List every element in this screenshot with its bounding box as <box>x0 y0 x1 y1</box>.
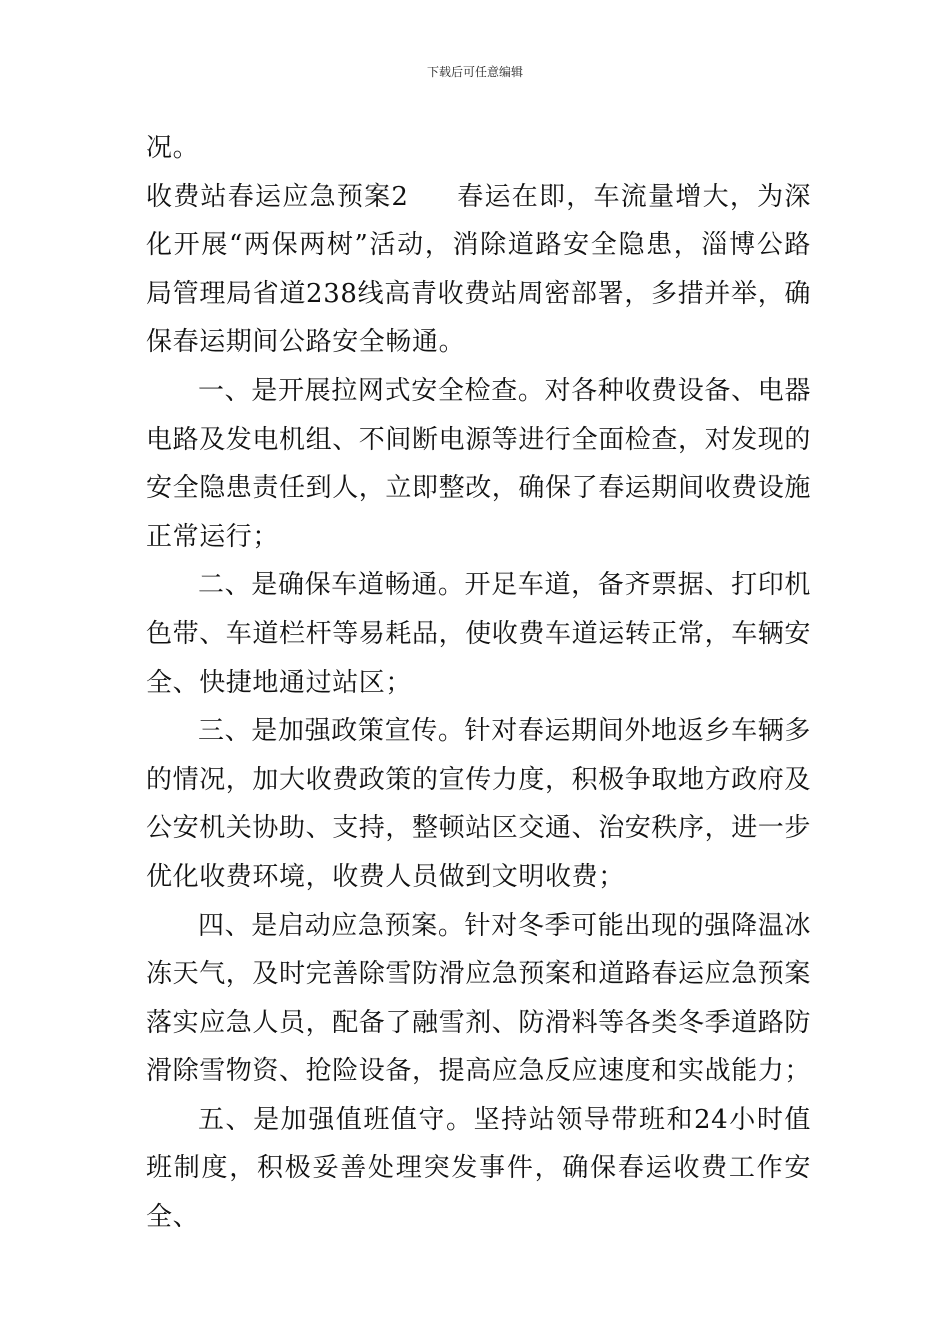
paragraph-continuation: 况。 <box>146 133 200 163</box>
section-title: 收费站春运应急预案2 <box>146 181 409 212</box>
page-header: 下载后可任意编辑 <box>426 65 523 79</box>
paragraph-item-3: 三、是加强政策宣传。针对春运期间外地返乡车辆多的情况，加大收费政策的宣传力度，积极争取地方政府及公安机关协助、支持，整顿站区交通、治安秩序，进一步优化收费环境，收费人员做到文明收费； <box>146 716 812 892</box>
paragraph-item-5: 五、是加强值班值守。坚持站领导带班和24小时值班制度，积极妥善处理突发事件，确保春运收费工作安全、 <box>146 1104 811 1233</box>
document-body <box>146 124 811 1242</box>
intro-text: 春运在即，车流量增大，为深化开展“两保两树”活动，消除道路安全隐患，淄博公路局管理局省道238线高青收费站周密部署，多措并举，确保春运期间公路安全畅通。 <box>146 181 811 358</box>
paragraph-item-4: 四、是启动应急预案。针对冬季可能出现的强降温冰冻天气，及时完善除雪防滑应急预案和道路春运应急预案落实应急人员，配备了融雪剂、防滑料等各类冬季道路防滑除雪物资、抢险设备，提高应急反应速度和实战能力； <box>146 910 812 1087</box>
paragraph-item-1: 一、是开展拉网式安全检查。对各种收费设备、电器电路及发电机组、不间断电源等进行全面检查，对发现的安全隐患责任到人，立即整改，确保了春运期间收费设施正常运行； <box>146 375 812 552</box>
paragraph-intro <box>146 173 811 367</box>
paragraph-item-2: 二、是确保车道畅通。开足车道，备齐票据、打印机色带、车道栏杆等易耗品，使收费车道运转正常，车辆安全、快捷地通过站区； <box>146 570 812 698</box>
